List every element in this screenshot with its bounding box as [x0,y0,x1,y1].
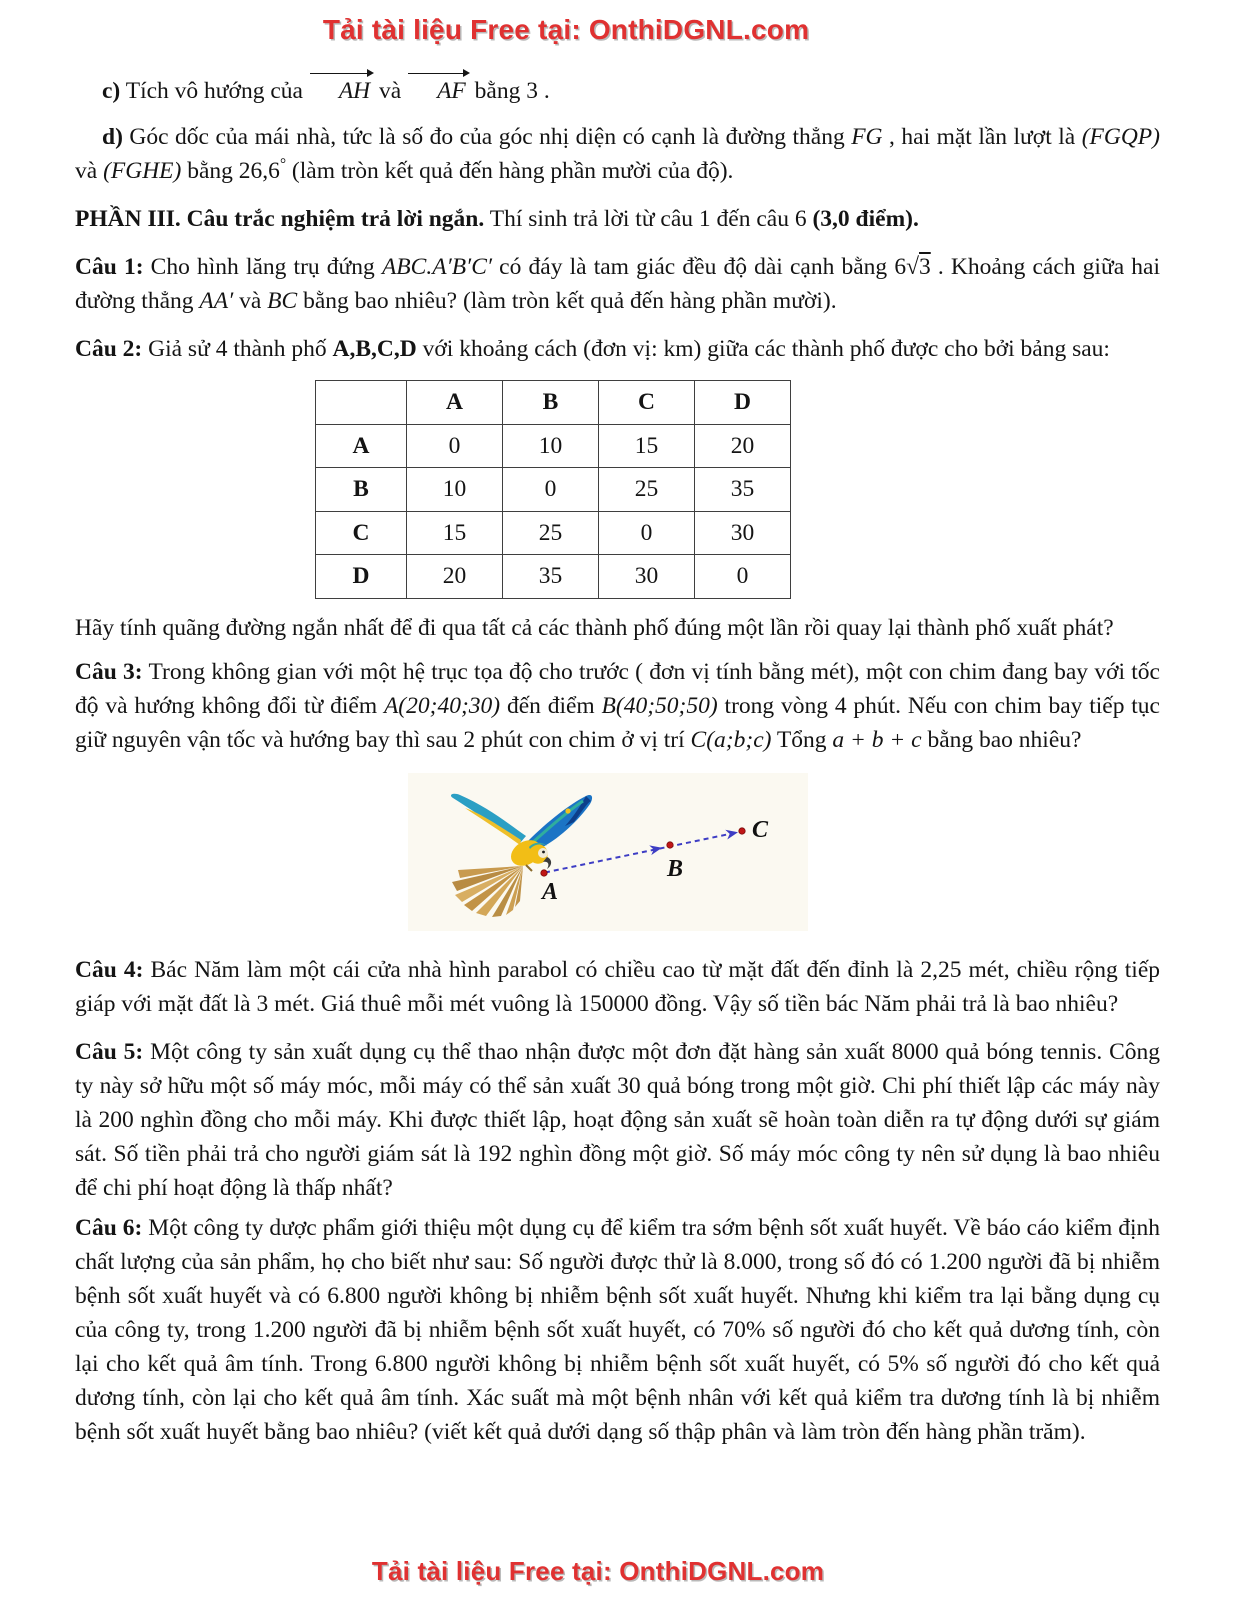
point-b-label: B [666,855,684,882]
text-segment: A,B,C,D [332,336,417,362]
header-banner: Tải tài liệu Free tại: OnthiDGNL.com [322,14,810,45]
question-6 [75,1211,1160,1449]
text-segment: với khoảng cách (đơn vị: km) giữa các thành phố được cho bởi bảng sau: [416,336,1110,362]
flight-path-end-arrowhead [725,827,739,839]
flight-path [540,817,769,905]
text-segment: a + b + c [832,726,922,753]
question-3 [75,655,1160,757]
table-cell: 30 [599,555,695,599]
text-segment: B(40;50;50) [601,692,718,719]
flight-path-line [545,831,740,872]
question-2 [75,332,1160,366]
table-cell: 25 [503,511,599,555]
text-segment: AH [309,74,373,108]
text-segment: A(20;40;30) [383,692,501,719]
text-segment: Một công ty sản xuất dụng cụ thể thao nhận được một đơn đặt hàng sản xuất 8000 quả bóng tennis. Công ty này sở hữu một số máy móc, mỗi máy có thể sản xuất 30 quả bóng trong một giờ. Chi phí thiết lập các máy này là 200 nghìn đồng cho mỗi máy. Khi được thiết lập, hoạt động sản xuất sẽ hoàn toàn diễn ra tự động dưới sự giám sát. Số tiền phải trả cho người giám sát là 192 nghìn đồng một giờ. Số máy móc công ty nên sử dụng là bao nhiêu để chi phí hoạt động là thấp nhất? [75,1038,1160,1201]
row-label: A [316,424,407,468]
text-segment: Giả sử 4 thành phố [142,336,333,362]
text-segment: PHẦN III. Câu trắc nghiệm trả lời ngắn. [75,206,485,232]
table-header-cell: D [695,381,791,425]
text-segment: Câu 4: [75,956,144,983]
table-row [316,424,791,468]
parrot-foot [526,865,532,871]
text-segment: có đáy là tam giác đều độ dài cạnh bằng 6 [492,254,907,280]
text-segment: bằng bao nhiêu? (làm tròn kết quả đến hàng phần mười). [297,288,837,314]
question-4 [75,953,1160,1021]
table-header-cell: B [503,381,599,425]
text-segment: và [233,288,268,314]
text-segment: Câu 1: [75,254,144,280]
text-segment: (FGQP) [1081,124,1160,150]
parrot-wing-yellow-spot [565,808,570,813]
text-segment: và [75,158,104,184]
text-segment: Câu 2: [75,336,143,362]
table-row [316,468,791,512]
text-segment: BC [267,288,298,314]
text-segment: Bác Năm làm một cái cửa nhà hình parabol có chiều cao từ mặt đất đến đỉnh là 2,25 mét, chiều rộng tiếp giáp với mặt đất là 3 mét. Giá thuê mỗi mét vuông là 150000 đồng. Vậy số tiền bác Năm phải trả là bao nhiêu? [75,956,1160,1017]
footer-banner: Tải tài liệu Free tại: OnthiDGNL.com [371,1556,825,1586]
table-cell: 10 [407,468,503,512]
distance-table [315,380,791,599]
text-segment: ABC.A′B′C′ [381,254,493,280]
text-segment: bằng 26,6 [181,158,280,184]
bird-flight-figure [408,773,808,931]
table-header-row [316,381,791,425]
table-cell: 10 [503,424,599,468]
table-cell: 20 [695,424,791,468]
text-segment: Trong không gian với một hệ trục tọa độ cho trước ( đơn vị tính bằng mét), một con chim đang bay với tốc độ và hướng không đổi từ điểm [75,658,1160,719]
table-cell: 25 [599,468,695,512]
text-segment: C(a;b;c) [690,726,772,753]
table-cell: 15 [407,511,503,555]
text-segment: Câu 6: [75,1214,143,1241]
text-segment: đến điểm [500,692,602,719]
question-5 [75,1035,1160,1205]
statement-d [75,120,1160,188]
text-segment: Một công ty dược phẩm giới thiệu một dụng cụ để kiểm tra sớm bệnh sốt xuất huyết. Về báo cáo kiểm định chất lượng của sản phẩm, họ cho biết như sau: Số người được thử là 8.000, trong số đó có 1.200 người đã bị nhiễm bệnh sốt xuất huyết và có 6.800 người không bị nhiễm bệnh sốt xuất huyết. Nhưng khi kiểm tra lại bằng dụng cụ của công ty, trong 1.200 người đã bị nhiễm bệnh sốt xuất huyết, có 70% số người đó cho kết quả dương tính, còn lại cho kết quả âm tính. Trong 6.800 người không bị nhiễm bệnh sốt xuất huyết, có 5% số người đó cho kết quả dương tính, còn lại cho kết quả âm tính. Xác suất mà một bệnh nhân với kết quả kiểm tra dương tính là bị nhiễm bệnh sốt xuất huyết bằng bao nhiêu? (viết kết quả dưới dạng số thập phân và làm tròn đến hàng phần trăm). [75,1214,1160,1445]
bird-flight-svg [408,773,808,931]
question-1 [75,250,1160,318]
question-2-prompt [75,611,1160,645]
text-segment: (3,0 điểm). [812,206,919,232]
text-segment: ° [279,156,287,174]
text-segment: Câu 3: [75,658,143,685]
parrot-illustration [451,793,592,916]
point-c-label: C [751,816,769,843]
row-label: D [316,555,407,599]
text-segment: AF [407,74,469,108]
text-segment: (FGHE) [103,158,182,184]
row-label: B [316,468,407,512]
text-segment: Cho hình lăng trụ đứng [143,254,382,280]
row-label: C [316,511,407,555]
table-header-cell: C [599,381,695,425]
text-segment: Câu 5: [75,1038,144,1065]
text-segment: Hãy tính quãng đường ngắn nhất để đi qua tất cả các thành phố đúng một lần rồi quay lại thành phố xuất phát? [75,614,1114,641]
point-b-dot [667,841,673,847]
text-segment: c) [102,78,121,104]
text-segment: . Khoảng cách giữa hai đường thẳng [75,254,1160,314]
point-a-dot [541,869,547,875]
text-segment: √ [906,254,919,280]
text-segment: Thí sinh trả lời từ câu 1 đến câu 6 [484,206,813,232]
document-body [75,74,1160,1449]
text-segment: (làm tròn kết quả đến hàng phần mười của độ). [286,158,734,184]
text-segment: d) [102,124,123,150]
text-segment: và [373,78,408,104]
text-segment: Tổng [771,726,833,753]
table-cell: 20 [407,555,503,599]
text-segment: , hai mặt lần lượt là [882,124,1082,150]
table-cell: 15 [599,424,695,468]
text-segment: Tích vô hướng của [120,78,309,104]
parrot-left-wing [451,793,526,842]
text-segment: bằng bao nhiêu? [921,726,1082,753]
text-segment: Góc dốc của mái nhà, tức là số đo của góc nhị diện có cạnh là đường thẳng [122,124,852,150]
point-a-label: A [541,878,559,905]
table-row [316,555,791,599]
statement-c [75,74,1160,108]
parrot-tail-feathers [452,866,523,917]
table-cell: 0 [503,468,599,512]
table-cell: 0 [695,555,791,599]
text-segment: trong vòng 4 phút. Nếu con chim bay tiếp tục giữ nguyên vận tốc và hướng bay thì sau 2 phút con chim ở vị trí [75,692,1160,753]
table-cell: 35 [503,555,599,599]
table-header-cell: A [407,381,503,425]
table-cell: 0 [599,511,695,555]
text-segment: bằng 3 . [468,78,550,104]
table-row [316,511,791,555]
section-heading-part3 [75,202,1160,236]
point-c-dot [739,827,745,833]
text-segment: AA′ [199,288,234,314]
table-cell: 35 [695,468,791,512]
text-segment: 3 [919,254,931,280]
text-segment: FG [851,124,883,150]
table-cell: 30 [695,511,791,555]
table-header-cell [316,381,407,425]
parrot-eye [542,850,545,853]
table-cell: 0 [407,424,503,468]
